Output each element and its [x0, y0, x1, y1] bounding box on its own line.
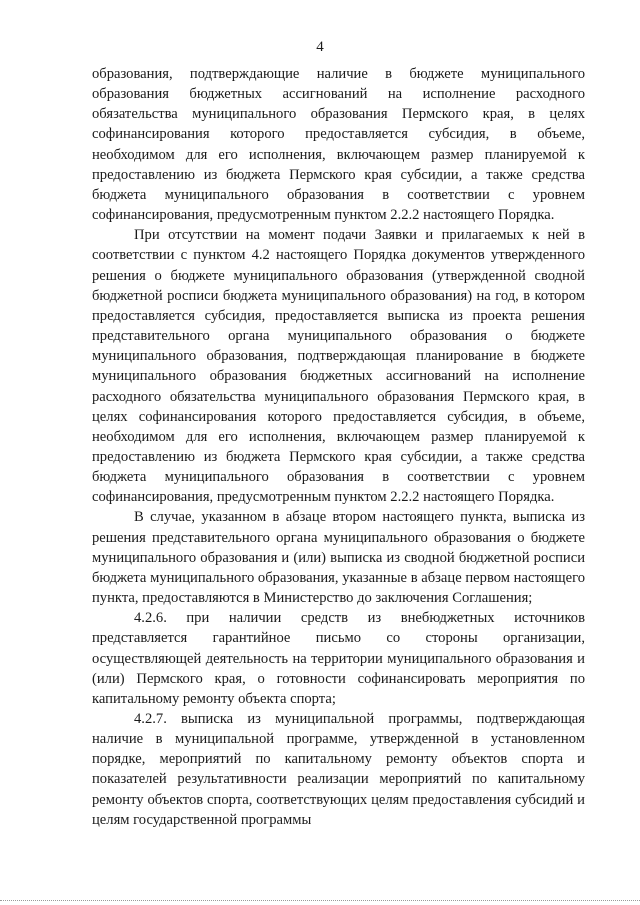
paragraph-4-2-6: 4.2.6. при наличии средств из внебюджетных источников представляется гарантийное письмо со стороны организации, осуществляющей деятельность на территории муниципального образования и (или) Пермского края, о готовности софинансировать мероприятия по капитальному ремонту объекта спорта; [92, 610, 585, 707]
paragraph-1: образования, подтверждающие наличие в бюджете муниципального образования бюджетных ассигнований на исполнение расходного обязательства муниципального образования Пермского края, в целях софинансирования которого предоставляется субсидия, в объеме, необходимом для его исполнения, включающем размер планируемой к предоставлению из бюджета Пермского края субсидии, а также средства бюджета муниципального образования в соответствии с уровнем софинансирования, предусмотренным пунктом 2.2.2 настоящего Порядка. [92, 66, 585, 224]
paragraph-3: В случае, указанном в абзаце втором настоящего пункта, выписка из решения представительного органа муниципального образования о бюджете муниципального образования и (или) выписка из сводной бюджетной росписи бюджета муниципального образования, указанные в абзаце первом настоящего пункта, предоставляются в Министерство до заключения Соглашения; [92, 509, 585, 607]
scan-edge-divider [0, 900, 640, 901]
paragraph-2: При отсутствии на момент подачи Заявки и прилагаемых к ней в соответствии с пунктом 4.2 настоящего Порядка документов утвержденного решения о бюджете муниципального образования (утвержденной сводной бюджетной росписи бюджета муниципального образования) на год, в котором предоставляется субсидия, предоставляется выписка из проекта решения представительного органа муниципального образования о бюджете муниципального образования, подтверждающая планирование в бюджете муниципального образования бюджетных ассигнований на исполнение расходного обязательства муниципального образования Пермского края, в целях софинансирования которого предоставляется субсидия, в объеме, необходимом для его исполнения, включающем размер планируемой к предоставлению из бюджета Пермского края субсидии, а также средства бюджета муниципального образования в соответствии с уровнем софинансирования, предусмотренным пунктом 2.2.2 настоящего Порядка. [92, 227, 585, 506]
page-number: 4 [316, 39, 324, 55]
paragraph-4-2-7: 4.2.7. выписка из муниципальной программы, подтверждающая наличие в муниципальной программе, утвержденной в установленном порядке, мероприятий по капитальному ремонту объектов спорта и показателей результативности реализации мероприятий по капитальному ремонту объектов спорта, соответствующих целям предоставления субсидий и целям государственной программы [92, 711, 585, 828]
document-body [92, 64, 585, 830]
